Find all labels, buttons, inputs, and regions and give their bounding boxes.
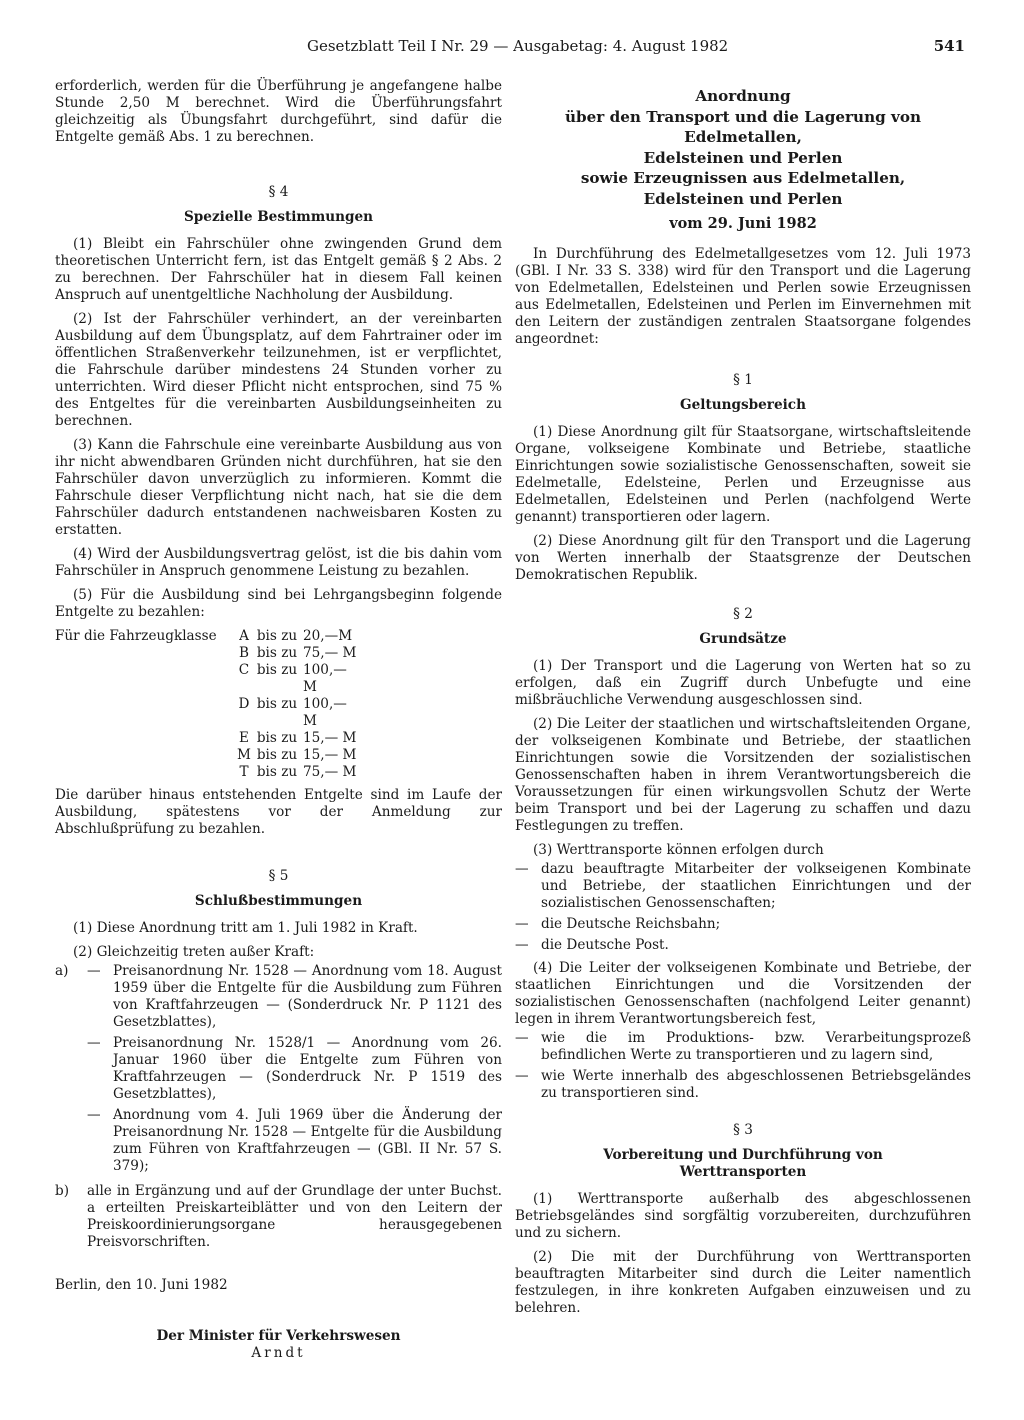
fee-amount: 15,— M	[303, 730, 357, 746]
section-2-heading: Grundsätze	[699, 631, 787, 647]
section-4-paragraph-6: Die darüber hinaus entstehenden Entgelte sind im Laufe der Ausbildung, spätestens vor der Anmeldung zur Abschlußprüfung zu bezahlen.	[55, 787, 502, 837]
repeal-item-text: Preisanordnung Nr. 1528 — Anordnung vom 18. August 1959 über die Entgelte für die Ausbildung zum Führen von Kraftfahrzeugen — (Sonderdruck Nr. P 1121 des Gesetzblattes),	[113, 963, 502, 1030]
ordinance-title-line: Anordnung	[695, 87, 791, 105]
fee-class: A	[239, 628, 249, 644]
fee-amount: 15,— M	[303, 747, 357, 763]
ordinance-title-line: Edelsteinen und Perlen	[643, 148, 843, 167]
transport-item-text: die Deutsche Post.	[541, 937, 669, 953]
dash-marker: —	[515, 1068, 529, 1084]
fee-amount: 75,— M	[303, 764, 357, 780]
section-4-paragraph-5: (5) Für die Ausbildung sind bei Lehrgangsbeginn folgende Entgelte zu bezahlen:	[55, 587, 502, 620]
transport-list-item	[515, 861, 971, 912]
section-2-paragraph-3: (3) Werttransporte können erfolgen durch	[533, 842, 824, 858]
fee-limit: bis zu	[256, 645, 298, 661]
dash-marker: —	[515, 861, 529, 877]
fee-limit: bis zu	[256, 696, 298, 712]
fee-class: C	[238, 662, 250, 678]
fee-limit: bis zu	[256, 764, 298, 780]
section-5-sign: § 5	[268, 868, 289, 884]
fee-table	[55, 628, 363, 781]
dash-marker: —	[87, 1035, 101, 1051]
transport-list-item	[515, 937, 971, 954]
section-1-heading: Geltungsbereich	[680, 397, 806, 413]
section-2-paragraph-4: (4) Die Leiter der volkseigenen Kombinate und Betriebe, der staatlichen Einrichtungen und die Vorsitzenden der sozialistischen Genossenschaften (nachfolgend Leiter genannt) legen in ihrem Verantwortungsbereich fest,	[515, 960, 971, 1027]
ordinance-title	[515, 86, 971, 209]
fee-row	[55, 696, 363, 730]
ordinance-title-line: über den Transport und die Lagerung von Edelmetallen,	[564, 107, 922, 146]
section-5-paragraph-1: (1) Diese Anordnung tritt am 1. Juli 1982 in Kraft.	[73, 920, 418, 936]
dash-marker: —	[515, 1030, 529, 1046]
list-label-b: b)	[55, 1183, 70, 1199]
header-title: Gesetzblatt Teil I Nr. 29 — Ausgabetag: 4. August 1982	[307, 37, 729, 55]
section-4-paragraph-1: (1) Bleibt ein Fahrschüler ohne zwingenden Grund dem theoretischen Unterricht fern, ist das Entgelt gemäß § 2 Abs. 2 zu berechnen. Der Fahrschüler hat in diesem Fall keinen Anspruch auf unentgeltliche Nachholung der Ausbildung.	[55, 236, 502, 303]
fee-amount: 100,— M	[303, 662, 347, 695]
fee-limit: bis zu	[256, 628, 298, 644]
section-4-heading: Spezielle Bestimmungen	[183, 209, 374, 225]
repeal-item-text: Anordnung vom 4. Juli 1969 über die Änderung der Preisanordnung Nr. 1528 — Entgelte für die Ausbildung zum Führen von Kraftfahrzeugen — (GBl. II Nr. 57 S. 379);	[113, 1107, 502, 1174]
transport-item-text: die Deutsche Reichsbahn;	[541, 916, 721, 932]
repeal-item	[87, 963, 502, 1031]
fee-row	[55, 628, 363, 645]
transport-item-text: dazu beauftragte Mitarbeiter der volkseigenen Kombinate und Betriebe, der staatlichen Einrichtungen und der sozialistischen Genossenschaften;	[541, 861, 971, 911]
storage-item-text: wie Werte innerhalb des abgeschlossenen Betriebsgeländes zu transportieren sind.	[541, 1068, 971, 1101]
transport-list-item	[515, 916, 971, 933]
section-2-sign: § 2	[733, 606, 753, 622]
fee-label: Für die Fahrzeugklasse	[55, 628, 217, 644]
repeal-list-a	[55, 963, 502, 1179]
dash-marker: —	[87, 1107, 101, 1123]
repeal-b-text: alle in Ergänzung und auf der Grundlage der unter Buchst. a erteilten Preiskarteiblätter und von den Leitern der Preiskoordinierungsorgane herausgegebenen Preisvorschriften.	[87, 1183, 502, 1250]
ordinance-title-line: sowie Erzeugnissen aus Edelmetallen,	[580, 169, 906, 187]
fee-row	[55, 764, 363, 781]
fee-row	[55, 730, 363, 747]
right-column	[515, 78, 971, 1324]
fee-class: T	[239, 764, 249, 780]
fee-limit: bis zu	[256, 662, 298, 678]
storage-item-text: wie die im Produktions- bzw. Verarbeitungsprozeß befindlichen Werte zu transportieren und zu lagern sind,	[541, 1030, 971, 1063]
left-column	[55, 78, 502, 1362]
fee-class: M	[237, 747, 251, 763]
storage-list-item	[515, 1030, 971, 1064]
preamble: In Durchführung des Edelmetallgesetzes vom 12. Juli 1973 (GBl. I Nr. 33 S. 338) wird für den Transport und die Lagerung von Edelmetallen, Edelsteinen und Perlen sowie Erzeugnissen aus Edelmetallen, Edelsteinen und Perlen im Einvernehmen mit den Leitern der zuständigen zentralen Staatsorgane folgendes angeordnet:	[515, 246, 971, 347]
section-1-paragraph-1: (1) Diese Anordnung gilt für Staatsorgane, wirtschaftsleitende Organe, volkseigene Kombinate und Betriebe, staatliche Einrichtungen sowie sozialistische Genossenschaften, soweit sie Edelmetalle, Edelsteine, Perlen und Erzeugnisse aus Edelmetallen, Edelsteinen und Perlen (nachfolgend Werte genannt) transportieren oder lagern.	[515, 424, 971, 525]
fee-row	[55, 747, 363, 764]
section-4-sign: § 4	[268, 184, 289, 200]
dash-marker: —	[515, 916, 529, 932]
dash-marker: —	[515, 937, 529, 953]
fee-row	[55, 645, 363, 662]
repeal-list-b	[55, 1183, 502, 1251]
fee-amount: 75,— M	[303, 645, 357, 661]
page-number: 541	[933, 37, 965, 55]
signatory-name: Arndt	[251, 1345, 306, 1361]
fee-amount: 100,— M	[303, 696, 347, 729]
storage-list-item	[515, 1068, 971, 1102]
fee-limit: bis zu	[256, 747, 298, 763]
fee-amount: 20,—M	[303, 628, 353, 644]
section-4-paragraph-4: (4) Wird der Ausbildungsvertrag gelöst, ist die bis dahin vom Fahrschüler in Anspruch genommene Leistung zu bezahlen.	[55, 546, 502, 579]
section-3-paragraph-2: (2) Die mit der Durchführung von Werttransporten beauftragten Mitarbeiter sind durch die Leiter namentlich festzulegen, in ihre konkreten Aufgaben einzuweisen und zu belehren.	[515, 1249, 971, 1316]
ordinance-date: vom 29. Juni 1982	[669, 215, 817, 232]
section-3-paragraph-1: (1) Werttransporte außerhalb des abgeschlossenen Betriebsgeländes sind sorgfältig vorzubereiten, durchzuführen und zu sichern.	[515, 1191, 971, 1241]
dash-marker: —	[87, 963, 101, 979]
ordinance-title-line: Edelsteinen und Perlen	[643, 189, 843, 208]
page-header	[307, 38, 965, 60]
section-3-heading-line: Vorbereitung und Durchführung von	[603, 1147, 883, 1163]
section-1-paragraph-2: (2) Diese Anordnung gilt für den Transport und die Lagerung von Werten innerhalb der Staatsgrenze der Deutschen Demokratischen Republik.	[515, 533, 971, 583]
list-label-a: a)	[55, 963, 69, 979]
section-2-paragraph-2: (2) Die Leiter der staatlichen und wirtschaftsleitenden Organe, der volkseigenen Kombinate und Betriebe, der staatlichen Einrichtungen sowie die Vorsitzenden der sozialistischen Genossenschaften haben in ihrem Verantwortungsbereich die Voraussetzungen für einen wirkungsvollen Schutz der Werte beim Transport und bei der Lagerung zu schaffen und dazu Festlegungen zu treffen.	[515, 716, 971, 834]
section-3-heading-line: Werttransporten	[679, 1164, 807, 1180]
continuation-paragraph: erforderlich, werden für die Überführung je angefangene halbe Stunde 2,50 M berechnet. Wird die Überführungsfahrt gleichzeitig als Übungsfahrt durchgeführt, sind dafür die Entgelte gemäß Abs. 1 zu berechnen.	[55, 78, 502, 145]
repeal-item	[87, 1035, 502, 1103]
signatory-title: Der Minister für Verkehrswesen	[156, 1328, 401, 1344]
fee-row	[55, 662, 363, 696]
section-4-paragraph-2: (2) Ist der Fahrschüler verhindert, an der vereinbarten Ausbildung auf dem Übungsplatz, auf dem Fahrtrainer oder im öffentlichen Straßenverkehr teilzunehmen, ist er verpflichtet, die Fahrschule darüber mindestens 24 Stunden vorher zu unterrichten. Wird dieser Pflicht nicht entsprochen, sind 75 % des Entgeltes für die vereinbarten Ausbildungseinheiten zu berechnen.	[55, 311, 502, 429]
section-5-heading: Schlußbestimmungen	[194, 893, 363, 909]
fee-class: D	[238, 696, 250, 712]
section-4-paragraph-3: (3) Kann die Fahrschule eine vereinbarte Ausbildung aus von ihr nicht abwendbaren Gründen nicht durchführen, hat sie den Fahrschüler davon unverzüglich zu informieren. Kommt die Fahrschule dieser Verpflichtung nicht nach, hat sie die dem Fahrschüler dadurch entstandenen nachweisbaren Kosten zu erstatten.	[55, 437, 502, 538]
fee-limit: bis zu	[256, 730, 298, 746]
place-date: Berlin, den 10. Juni 1982	[55, 1277, 228, 1293]
repeal-item-text: Preisanordnung Nr. 1528/1 — Anordnung vom 26. Januar 1960 über die Entgelte zum Führen von Kraftfahrzeugen — (Sonderdruck Nr. P 1519 des Gesetzblattes),	[113, 1035, 502, 1102]
fee-class: E	[239, 730, 249, 746]
section-5-paragraph-2: (2) Gleichzeitig treten außer Kraft:	[73, 944, 315, 960]
repeal-item	[87, 1107, 502, 1175]
section-3-sign: § 3	[733, 1122, 753, 1138]
section-1-sign: § 1	[733, 372, 753, 388]
section-3-heading	[515, 1147, 971, 1181]
fee-class: B	[239, 645, 249, 661]
section-2-paragraph-1: (1) Der Transport und die Lagerung von Werten hat so zu erfolgen, daß ein Zugriff durch Unbefugte und eine mißbräuchliche Verwendung ausgeschlossen sind.	[515, 658, 971, 708]
